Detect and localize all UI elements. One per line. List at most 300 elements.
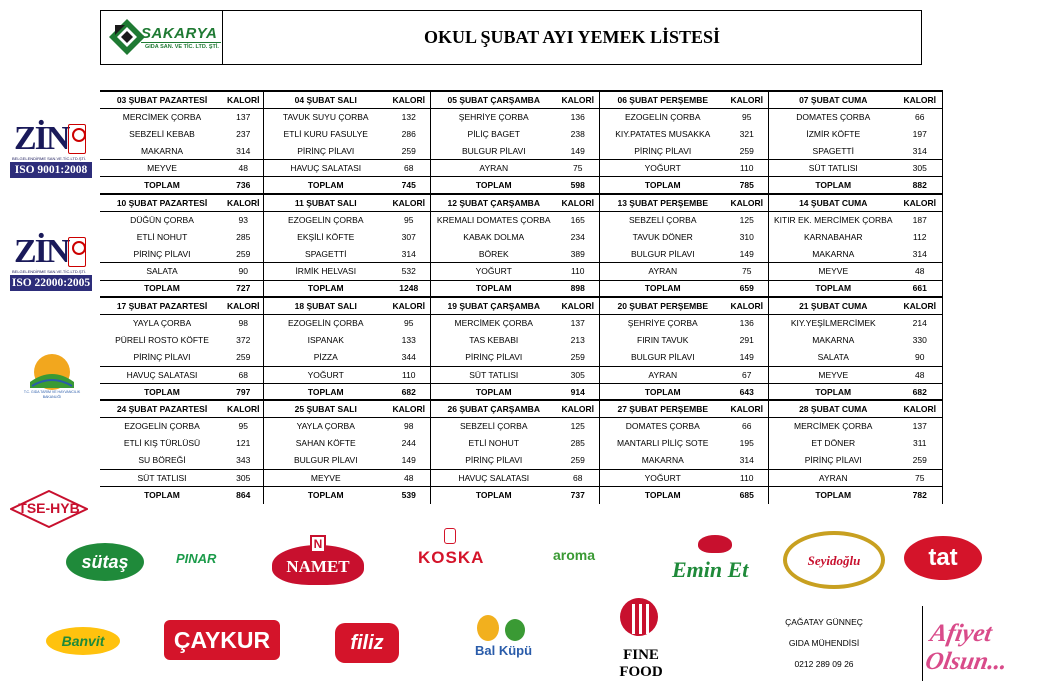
dish-calorie: 213 (557, 332, 599, 349)
menu-item-row (100, 143, 942, 160)
tse-hyb-logo (10, 490, 88, 528)
dish-calorie: 344 (388, 349, 430, 366)
dish-calorie: 90 (898, 349, 942, 366)
total-calorie: 1248 (388, 280, 430, 297)
menu-item-row (100, 366, 942, 383)
day-title: 13 ŞUBAT PERŞEMBE (599, 194, 726, 211)
dish-name: YAYLA ÇORBA (100, 314, 224, 331)
dish-calorie: 66 (898, 108, 942, 125)
dish-calorie: 149 (557, 143, 599, 160)
dish-calorie: 90 (224, 263, 263, 280)
dish-calorie: 305 (557, 366, 599, 383)
dish-calorie: 121 (224, 435, 263, 452)
dish-name: SEBZELİ ÇORBA (430, 418, 557, 435)
namet-logo (272, 535, 364, 589)
dish-calorie: 149 (388, 452, 430, 469)
dish-calorie: 110 (557, 263, 599, 280)
dish-name: PİRİNÇ PİLAVI (804, 455, 862, 466)
total-label: TOPLAM (100, 486, 224, 503)
dish-calorie: 133 (388, 332, 430, 349)
dish-calorie: 93 (224, 211, 263, 228)
total-label: TOPLAM (263, 177, 388, 194)
dish-name: BULGUR PİLAVI (630, 249, 695, 260)
emin-et-text: Emin Et (672, 557, 749, 582)
day-title: 25 ŞUBAT SALI (263, 400, 388, 417)
dish-name: YOĞURT (599, 469, 726, 486)
bear-icon (477, 615, 499, 641)
dish-name: YOĞURT (430, 263, 557, 280)
dish-calorie: 285 (557, 435, 599, 452)
total-label: TOPLAM (599, 383, 726, 400)
apple-stripes (630, 604, 654, 634)
dish-name: SÜT TATLISI (768, 160, 898, 177)
bull-head-icon (698, 535, 732, 553)
dish-name: MEYVE (100, 160, 224, 177)
dish-calorie: 314 (726, 452, 768, 469)
day-title: 24 ŞUBAT PAZARTESİ (100, 400, 224, 417)
seyidoglu-text: Seyidoğlu (807, 553, 861, 568)
dish-calorie: 48 (898, 366, 942, 383)
dish-name: FIRIN TAVUK (637, 335, 689, 346)
fine-food-logo (596, 594, 686, 680)
seyidoglu-logo (783, 531, 885, 589)
dish-name: MEYVE (768, 263, 898, 280)
dish-calorie: 330 (898, 332, 942, 349)
dish-name: ETLİ KIŞ TÜRLÜSÜ (123, 438, 201, 449)
dish-calorie: 237 (224, 125, 263, 142)
dish-calorie: 305 (898, 160, 942, 177)
week-header-row (100, 400, 942, 417)
caykur-logo: ÇAYKUR (164, 620, 280, 660)
dish-name: SAHAN KÖFTE (295, 438, 356, 449)
total-label: TOPLAM (100, 383, 224, 400)
menu-item-row (100, 314, 942, 331)
dish-calorie: 95 (726, 108, 768, 125)
dish-calorie: 48 (898, 263, 942, 280)
dish-name: PİRİNÇ PİLAVI (297, 145, 355, 156)
dish-name: SEBZELİ ÇORBA (599, 211, 726, 228)
dish-name: YOĞURT (599, 160, 726, 177)
dish-calorie: 98 (388, 418, 430, 435)
dish-name: PİZZA (313, 352, 338, 363)
fine-food-text: FINE FOOD (619, 647, 663, 680)
total-label: TOPLAM (430, 486, 557, 503)
total-row (100, 486, 942, 503)
dish-name: SPAGETTİ (812, 145, 854, 156)
total-label: TOPLAM (263, 486, 388, 503)
iso-9001-badge: ISO 9001:2008 (10, 162, 92, 178)
dish-name: MAKARNA (140, 145, 184, 156)
total-label: TOPLAM (263, 383, 388, 400)
koska-emblem-icon (444, 528, 456, 544)
day-title: 26 ŞUBAT ÇARŞAMBA (430, 400, 557, 417)
day-title: 07 ŞUBAT CUMA (768, 91, 898, 108)
calorie-header: KALORİ (898, 400, 942, 417)
total-label: TOPLAM (430, 383, 557, 400)
dish-calorie: 259 (224, 349, 263, 366)
total-row (100, 280, 942, 297)
dish-name: TAVUK DÖNER (632, 232, 693, 243)
dish-name: KIY.PATATES MUSAKKA (615, 128, 711, 139)
iso-22000-badge: ISO 22000:2005 (11, 277, 91, 289)
dish-name: YAYLA ÇORBA (263, 418, 388, 435)
dish-name: ŞEHRİYE ÇORBA (599, 314, 726, 331)
dish-name: TAS KEBABI (469, 335, 519, 346)
zin-iso9001-certificate (10, 118, 92, 180)
day-title: 06 ŞUBAT PERŞEMBE (599, 91, 726, 108)
dish-calorie: 68 (224, 366, 263, 383)
menu-item-row (100, 452, 942, 469)
dish-name: SU BÖREĞİ (138, 455, 186, 466)
dish-calorie: 149 (726, 349, 768, 366)
total-calorie: 898 (557, 280, 599, 297)
dish-name: EKŞİLİ KÖFTE (297, 232, 355, 243)
dish-calorie: 95 (224, 418, 263, 435)
calorie-header: KALORİ (898, 297, 942, 314)
dish-name: İRMİK HELVASI (263, 263, 388, 280)
dish-name: KIY.YEŞİLMERCİMEK (768, 314, 898, 331)
menu-item-row (100, 263, 942, 280)
total-calorie: 727 (224, 280, 263, 297)
honey-jar-icon (505, 619, 525, 641)
calorie-header: KALORİ (557, 400, 599, 417)
turkak-mark-icon (68, 124, 86, 154)
day-title: 17 ŞUBAT PAZARTESİ (100, 297, 224, 314)
total-calorie: 643 (726, 383, 768, 400)
dish-name: HAVUÇ SALATASI (263, 160, 388, 177)
dish-name: BULGUR PİLAVI (630, 352, 695, 363)
dish-name: MEYVE (768, 366, 898, 383)
calorie-header: KALORİ (726, 297, 768, 314)
dish-calorie: 137 (898, 418, 942, 435)
dish-calorie: 314 (898, 246, 942, 263)
dish-calorie: 234 (557, 229, 599, 246)
dish-calorie: 214 (898, 314, 942, 331)
banvit-logo: Banvit (46, 627, 120, 655)
dish-name: KABAK DOLMA (463, 232, 525, 243)
dish-name: BULGUR PİLAVI (461, 145, 526, 156)
dish-name: İZMİR KÖFTE (806, 128, 861, 139)
total-label: TOPLAM (768, 177, 898, 194)
dish-calorie: 321 (726, 125, 768, 142)
day-title: 20 ŞUBAT PERŞEMBE (599, 297, 726, 314)
dish-calorie: 75 (898, 469, 942, 486)
dish-calorie: 244 (388, 435, 430, 452)
calorie-header: KALORİ (388, 297, 430, 314)
dish-name: DOMATES ÇORBA (768, 108, 898, 125)
dish-name: ET DÖNER (811, 438, 856, 449)
dish-calorie: 67 (726, 366, 768, 383)
dish-calorie: 259 (224, 246, 263, 263)
menu-item-row (100, 229, 942, 246)
dish-name: SPAGETTİ (305, 249, 347, 260)
dish-name: BÖREK (478, 249, 509, 260)
calorie-header: KALORİ (224, 91, 263, 108)
dish-name: ETLİ NOHUT (136, 232, 188, 243)
total-calorie: 539 (388, 486, 430, 503)
dish-name: MAKARNA (641, 455, 684, 466)
dish-name: MEYVE (263, 469, 388, 486)
dish-calorie: 95 (388, 211, 430, 228)
menu-item-row (100, 108, 942, 125)
total-label: TOPLAM (768, 280, 898, 297)
pinar-logo: PINAR (176, 551, 217, 566)
day-title: 11 ŞUBAT SALI (263, 194, 388, 211)
dish-calorie: 389 (557, 246, 599, 263)
dish-calorie: 110 (726, 469, 768, 486)
dish-calorie: 137 (224, 108, 263, 125)
dish-calorie: 195 (726, 435, 768, 452)
calorie-header: KALORİ (726, 400, 768, 417)
calorie-header: KALORİ (224, 194, 263, 211)
dish-calorie: 136 (726, 314, 768, 331)
document-header (100, 10, 922, 65)
dish-name: EZOGELİN ÇORBA (100, 418, 224, 435)
dish-name: PİLİÇ BAGET (467, 128, 520, 139)
dish-name: PİRİNÇ PİLAVI (133, 352, 191, 363)
engineer-title: GIDA MÜHENDİSİ (788, 638, 860, 648)
dish-name: AYRAN (768, 469, 898, 486)
namet-text: NAMET (286, 557, 350, 576)
dish-calorie: 187 (898, 211, 942, 228)
afiyet-olsun-text: Afiyet Olsun... (923, 620, 1010, 675)
dish-calorie: 95 (388, 314, 430, 331)
calorie-header: KALORİ (898, 91, 942, 108)
calorie-header: KALORİ (388, 400, 430, 417)
dish-name: BULGUR PİLAVI (293, 455, 358, 466)
dish-name: YOĞURT (263, 366, 388, 383)
dish-name: PİRİNÇ PİLAVI (133, 249, 191, 260)
total-calorie: 882 (898, 177, 942, 194)
calorie-header: KALORİ (388, 194, 430, 211)
dish-calorie: 110 (388, 366, 430, 383)
dish-calorie: 75 (726, 263, 768, 280)
total-label: TOPLAM (768, 486, 898, 503)
logo-divider (141, 42, 221, 43)
week-header-row (100, 297, 942, 314)
menu-item-row (100, 211, 942, 228)
total-calorie: 914 (557, 383, 599, 400)
dish-name: MAKARNA (812, 249, 855, 260)
total-calorie: 736 (224, 177, 263, 194)
calorie-header: KALORİ (726, 194, 768, 211)
dish-calorie: 343 (224, 452, 263, 469)
zin-logo: ZİN (14, 233, 69, 270)
dish-calorie: 259 (557, 452, 599, 469)
day-title: 05 ŞUBAT ÇARŞAMBA (430, 91, 557, 108)
dish-calorie: 532 (388, 263, 430, 280)
total-calorie: 682 (898, 383, 942, 400)
total-calorie: 737 (557, 486, 599, 503)
dish-name: PİRİNÇ PİLAVI (634, 145, 692, 156)
aroma-logo: aroma (553, 547, 596, 563)
total-calorie: 782 (898, 486, 942, 503)
menu-item-row (100, 349, 942, 366)
dish-name: MERCİMEK ÇORBA (100, 108, 224, 125)
dish-name: KITIR EK. MERCİMEK ÇORBA (768, 211, 898, 228)
turkak-mark-icon (68, 237, 86, 267)
tse-hyb-text: TSE-HYB (18, 500, 80, 516)
logo-name: SAKARYA (141, 25, 218, 42)
dish-calorie: 259 (726, 143, 768, 160)
dish-name: EZOGELİN ÇORBA (263, 211, 388, 228)
dish-calorie: 259 (557, 349, 599, 366)
dish-name: ETLİ KURU FASULYE (283, 128, 368, 139)
dish-name: HAVUÇ SALATASI (430, 469, 557, 486)
dish-name: EZOGELİN ÇORBA (599, 108, 726, 125)
week-header-row (100, 194, 942, 211)
dish-name: AYRAN (599, 263, 726, 280)
total-calorie: 598 (557, 177, 599, 194)
total-calorie: 682 (388, 383, 430, 400)
day-title: 27 ŞUBAT PERŞEMBE (599, 400, 726, 417)
calorie-header: KALORİ (557, 297, 599, 314)
total-label: TOPLAM (599, 280, 726, 297)
dish-calorie: 197 (898, 125, 942, 142)
calorie-header: KALORİ (557, 91, 599, 108)
dish-calorie: 149 (726, 246, 768, 263)
dish-calorie: 125 (557, 418, 599, 435)
total-label: TOPLAM (599, 177, 726, 194)
menu-item-row (100, 160, 942, 177)
signature-block (764, 612, 884, 675)
bal-kupu-text: Bal Küpü (475, 643, 533, 658)
koska-logo: KOSKA (418, 548, 485, 567)
total-calorie: 785 (726, 177, 768, 194)
day-title: 12 ŞUBAT ÇARŞAMBA (430, 194, 557, 211)
dish-calorie: 259 (388, 143, 430, 160)
menu-item-row (100, 332, 942, 349)
dish-name: TAVUK SUYU ÇORBA (263, 108, 388, 125)
dish-name: KARNABAHAR (803, 232, 863, 243)
emin-et-logo (666, 535, 770, 587)
dish-calorie: 314 (898, 143, 942, 160)
dish-calorie: 112 (898, 229, 942, 246)
total-calorie: 745 (388, 177, 430, 194)
calorie-header: KALORİ (224, 400, 263, 417)
day-title: 28 ŞUBAT CUMA (768, 400, 898, 417)
page-title: OKUL ŞUBAT AYI YEMEK LİSTESİ (423, 27, 721, 47)
dish-calorie: 98 (224, 314, 263, 331)
engineer-phone: 0212 289 09 26 (794, 659, 854, 669)
dish-calorie: 305 (224, 469, 263, 486)
total-row (100, 177, 942, 194)
dish-name: KREMALI DOMATES ÇORBA (430, 211, 557, 228)
dish-name: MAKARNA (812, 335, 855, 346)
day-title: 19 ŞUBAT ÇARŞAMBA (430, 297, 557, 314)
total-calorie: 797 (224, 383, 263, 400)
ministry-logo (22, 352, 82, 412)
menu-item-row (100, 469, 942, 486)
dish-name: SALATA (100, 263, 224, 280)
dish-name: SÜT TATLISI (100, 469, 224, 486)
dish-calorie: 66 (726, 418, 768, 435)
dish-name: PÜRELİ ROSTO KÖFTE (115, 335, 209, 346)
day-title: 21 ŞUBAT CUMA (768, 297, 898, 314)
dish-name: SÜT TATLISI (430, 366, 557, 383)
total-label: TOPLAM (100, 177, 224, 194)
day-title: 04 ŞUBAT SALI (263, 91, 388, 108)
menu-item-row (100, 125, 942, 142)
dish-name: PİRİNÇ PİLAVI (465, 455, 523, 466)
dish-name: AYRAN (430, 160, 557, 177)
dish-name: DÜĞÜN ÇORBA (100, 211, 224, 228)
dish-calorie: 48 (388, 469, 430, 486)
logo-subtitle: GIDA SAN. VE TİC. LTD. ŞTİ. (145, 44, 219, 50)
dish-calorie: 132 (388, 108, 430, 125)
dish-name: MERCİMEK ÇORBA (768, 418, 898, 435)
total-calorie: 661 (898, 280, 942, 297)
dish-name: HAVUÇ SALATASI (100, 366, 224, 383)
day-title: 18 ŞUBAT SALI (263, 297, 388, 314)
dish-calorie: 48 (224, 160, 263, 177)
total-calorie: 659 (726, 280, 768, 297)
day-title: 10 ŞUBAT PAZARTESİ (100, 194, 224, 211)
ministry-text: T.C. GIDA TARIM VE HAYVANCILIK BAKANLIĞI (23, 390, 81, 399)
vertical-divider (922, 606, 923, 681)
engineer-name: ÇAĞATAY GÜNNEÇ (785, 617, 863, 627)
day-title: 14 ŞUBAT CUMA (768, 194, 898, 211)
zin-logo: ZİN (14, 120, 69, 157)
zin-iso22000-certificate (10, 231, 92, 293)
dish-calorie: 238 (557, 125, 599, 142)
menu-table (100, 90, 943, 504)
day-title: 03 ŞUBAT PAZARTESİ (100, 91, 224, 108)
dish-calorie: 68 (557, 469, 599, 486)
dish-name: ŞEHRİYE ÇORBA (430, 108, 557, 125)
dish-calorie: 137 (557, 314, 599, 331)
menu-item-row (100, 418, 942, 435)
dish-calorie: 259 (898, 452, 942, 469)
sakarya-logo (101, 11, 223, 64)
sutas-logo: sütaş (66, 543, 144, 581)
total-calorie: 864 (224, 486, 263, 503)
total-label: TOPLAM (430, 280, 557, 297)
dish-calorie: 372 (224, 332, 263, 349)
total-label: TOPLAM (768, 383, 898, 400)
dish-calorie: 311 (898, 435, 942, 452)
dish-calorie: 285 (224, 229, 263, 246)
dish-calorie: 110 (726, 160, 768, 177)
calorie-header: KALORİ (898, 194, 942, 211)
calorie-header: KALORİ (726, 91, 768, 108)
dish-name: AYRAN (599, 366, 726, 383)
total-label: TOPLAM (100, 280, 224, 297)
dish-name: PİRİNÇ PİLAVI (465, 352, 523, 363)
dish-calorie: 314 (388, 246, 430, 263)
dish-name: MERCİMEK ÇORBA (430, 314, 557, 331)
dish-name: SEBZELİ KEBAB (129, 128, 195, 139)
sun-fields-icon (22, 352, 82, 392)
dish-calorie: 125 (726, 211, 768, 228)
zin-subtitle: BELGELENDİRME SAN.VE.TİC.LTD.ŞTİ. (12, 156, 87, 161)
bal-kupu-logo (473, 615, 539, 665)
total-calorie: 685 (726, 486, 768, 503)
menu-item-row (100, 435, 942, 452)
dish-name: DOMATES ÇORBA (599, 418, 726, 435)
dish-name: SALATA (817, 352, 849, 363)
total-label: TOPLAM (430, 177, 557, 194)
dish-calorie: 165 (557, 211, 599, 228)
dish-name: ETLİ NOHUT (468, 438, 520, 449)
dish-calorie: 314 (224, 143, 263, 160)
calorie-header: KALORİ (388, 91, 430, 108)
dish-calorie: 75 (557, 160, 599, 177)
dish-name: MANTARLI PİLİÇ SOTE (617, 438, 709, 449)
dish-calorie: 136 (557, 108, 599, 125)
dish-calorie: 310 (726, 229, 768, 246)
total-label: TOPLAM (263, 280, 388, 297)
